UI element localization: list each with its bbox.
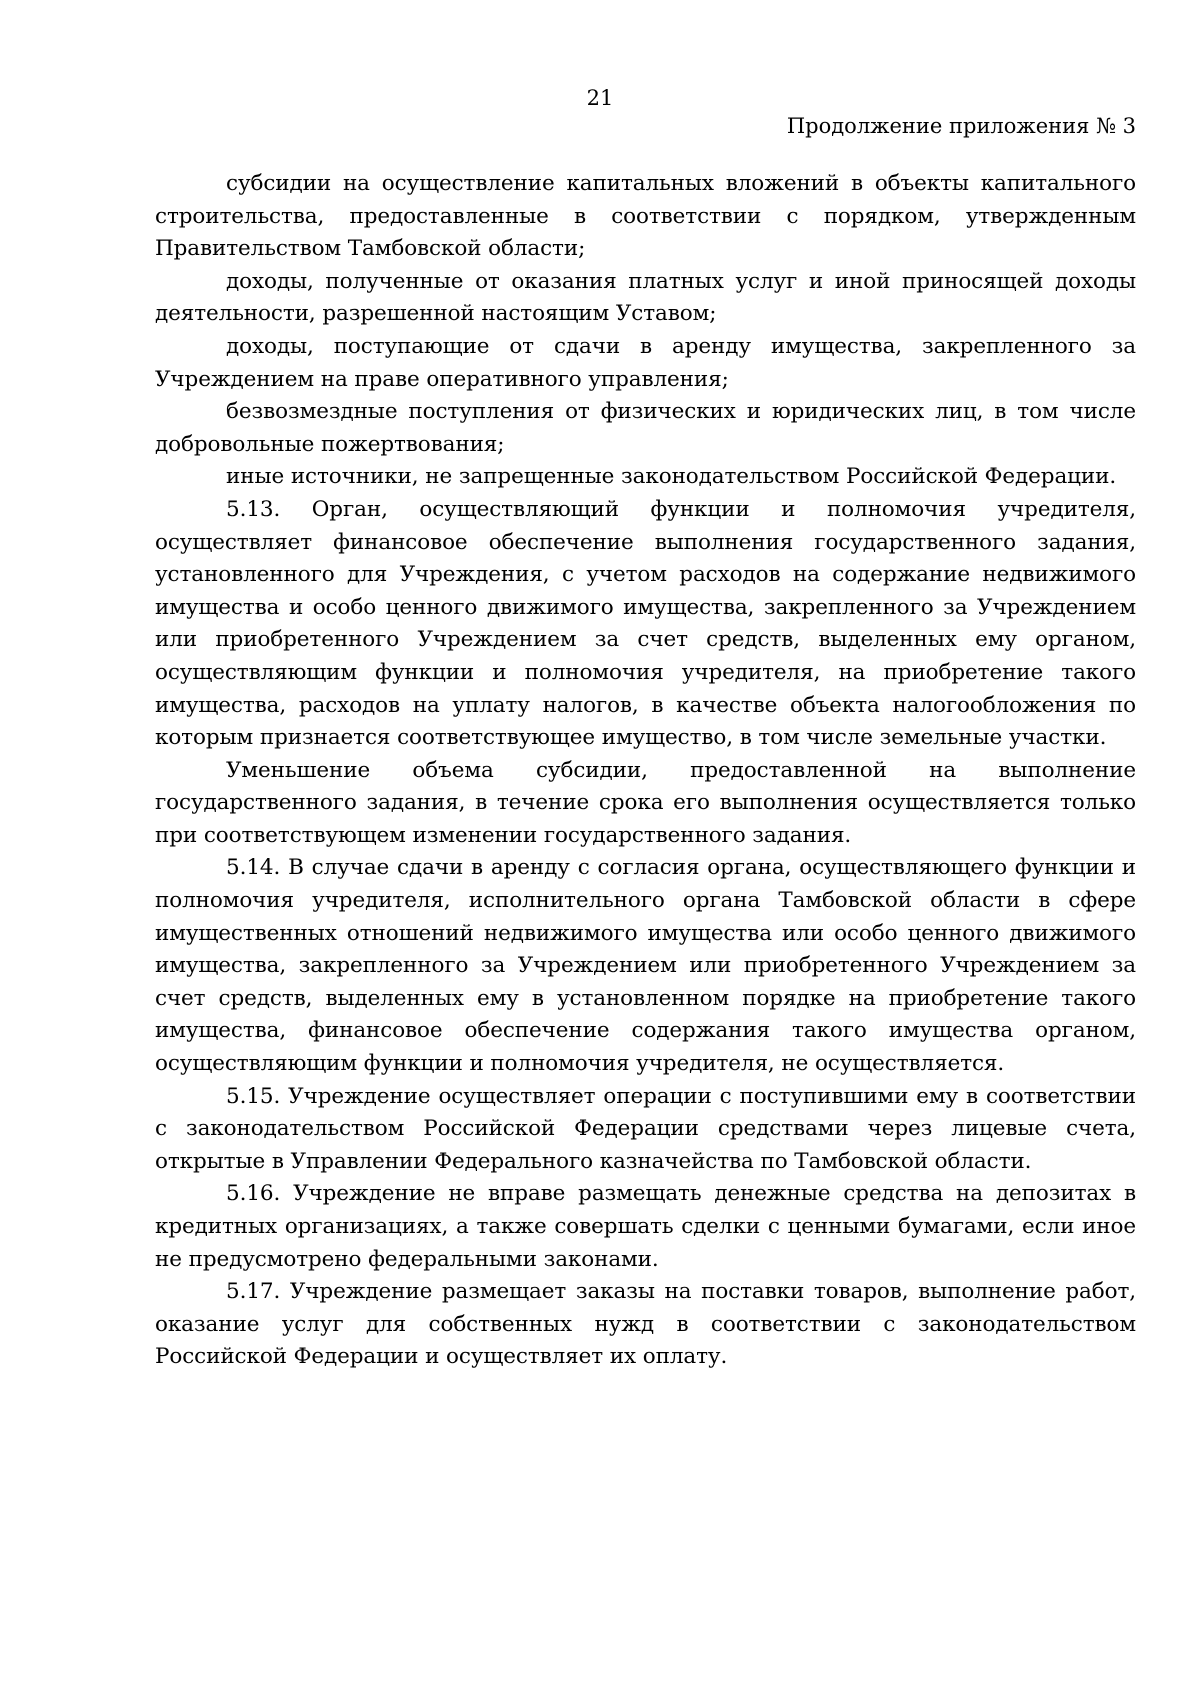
paragraph-5-13: 5.13. Орган, осуществляющий функции и полномочия учредителя, осуществляет финансовое обеспечение выполнения государственного задания, установленного для Учреждения, с учетом расходов на содержание недвижимого имущества и особо ценного движимого имущества, закрепленного за Учреждением или приобретенного Учреждением за счет средств, выделенных ему органом, осуществляющим функции и полномочия учредителя, на приобретение такого имущества, расходов на уплату налогов, в качестве объекта налогообложения по которым признается соответствующее имущество, в том числе земельные участки.: [155, 496, 1136, 751]
paragraph-other-sources: иные источники, не запрещенные законодательством Российской Федерации.: [226, 464, 1117, 490]
paragraph-capital-investment-subsidies: субсидии на осуществление капитальных вложений в объекты капитального строительства, предоставленные в соответствии с порядком, утвержденным Правительством Тамбовской области;: [155, 171, 1136, 262]
appendix-continuation-note: Продолжение приложения № 3: [786, 114, 1136, 138]
page-number: 21: [586, 86, 614, 110]
paragraph-paid-services-income: доходы, полученные от оказания платных услуг и иной приносящей доходы деятельности, разрешенной настоящим Уставом;: [155, 268, 1136, 327]
document-body: [155, 168, 1136, 1374]
paragraph-5-17: 5.17. Учреждение размещает заказы на поставки товаров, выполнение работ, оказание услуг для собственных нужд в соответствии с законодательством Российской Федерации и осуществляет их оплату.: [155, 1279, 1136, 1370]
paragraph-subsidy-reduction: Уменьшение объема субсидии, предоставленной на выполнение государственного задания, в течение срока его выполнения осуществляется только при соответствующем изменении государственного задания.: [155, 757, 1136, 848]
paragraph-rent-income: доходы, поступающие от сдачи в аренду имущества, закрепленного за Учреждением на праве оперативного управления;: [155, 333, 1136, 392]
paragraph-donations: безвозмездные поступления от физических и юридических лиц, в том числе добровольные пожертвования;: [155, 399, 1136, 457]
paragraph-5-14: 5.14. В случае сдачи в аренду с согласия органа, осуществляющего функции и полномочия учредителя, исполнительного органа Тамбовской области в сфере имущественных отношений недвижимого имущества или особо ценного движимого имущества, закрепленного за Учреждением или приобретенного Учреждением за счет средств, выделенных ему в установленном порядке на приобретение такого имущества, финансовое обеспечение содержания такого имущества органом, осуществляющим функции и полномочия учредителя, не осуществляется.: [155, 855, 1136, 1077]
paragraph-5-16: 5.16. Учреждение не вправе размещать денежные средства на депозитах в кредитных организациях, а также совершать сделки с ценными бумагами, если иное не предусмотрено федеральными законами.: [155, 1181, 1136, 1272]
paragraph-5-15: 5.15. Учреждение осуществляет операции с поступившими ему в соответствии с законодательством Российской Федерации средствами через лицевые счета, открытые в Управлении Федерального казначейства по Тамбовской области.: [155, 1083, 1136, 1174]
